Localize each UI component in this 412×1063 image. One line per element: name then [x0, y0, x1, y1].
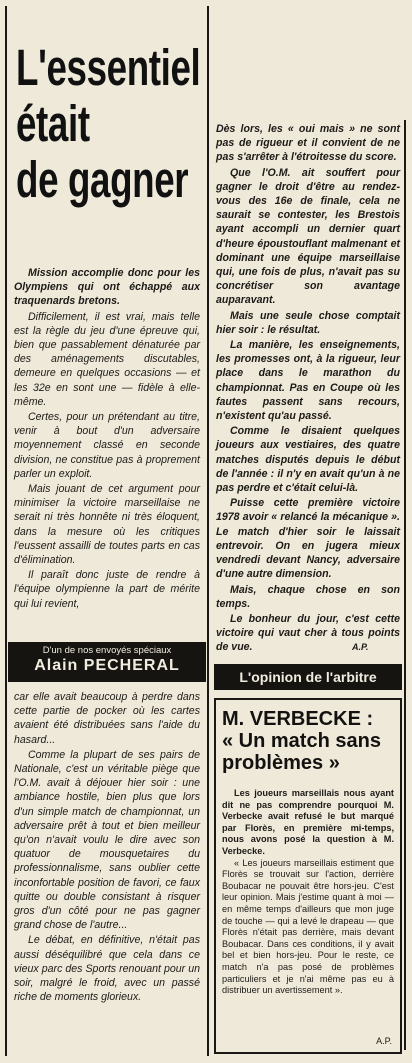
paragraph: « Les joueurs marseillais estiment que Florès se trouvait sur l'action, derrière Boubacar ne pouvait être hors-jeu. C'est leur opinion. Mais j'estime quant à moi — en même temps d'ailleurs que mon juge de touche — qui a levé le drapeau — que Florès n'était pas derrière, mais devant Boubacar. Dans ces conditions, il y avait bel et bien hors-jeu. Pour le reste, ce match n'a pas posé de problèmes particuliers et je n'ai même pas eu à distribuer un avertissement ».: [222, 857, 394, 996]
paragraph: Mais, chaque chose en son temps.: [216, 583, 400, 610]
article-column-1-continued: [14, 690, 200, 1058]
paragraph: Que l'O.M. ait souffert pour gagner le droit d'être au rendez-vous des 16e de finale, cela ne saurait se contester, les Brestois ayant accompli un dernier quart d'heure époustouflant malmenant et dominant une équipe marseillaise qui, une fois de plus, n'avait pas su concrétiser son avantage auparavant.: [216, 166, 400, 307]
sidebar-title-line-3: problèmes »: [222, 752, 340, 774]
headline-line-1: L'essentiel: [16, 39, 201, 96]
column-rule-middle: [207, 6, 209, 1056]
headline-line-3: de gagner: [16, 151, 189, 208]
paragraph: Puisse cette première victoire 1978 avoir « relancé la mécanique ». Le match d'hier soir le laissait entrevoir. On en jugera mieux vendredi devant Nancy, adversaire d'une autre dimension.: [216, 497, 400, 581]
sidebar-title-line-2: « Un match sans: [222, 730, 381, 752]
sidebar-signature: A.P.: [376, 1036, 392, 1046]
byline-box: [8, 642, 206, 682]
paragraph: Les joueurs marseillais nous ayant dit ne pas comprendre pourquoi M. Verbecke avait refusé le but marqué par Florès, en première mi-temps, nous avons posé la question à M. Verbecke.: [222, 788, 394, 856]
paragraph: Mais jouant de cet argument pour minimiser la victoire marseillaise ne serait ni très honnête ni très éloquent, dans la mesure où les critiques l'eussent assailli de toutes parts en cas d'élimination.: [14, 483, 200, 567]
banner-label: L'opinion de l'arbitre: [239, 669, 377, 685]
sidebar-body: [222, 788, 394, 1028]
paragraph: Le débat, en définitive, n'était pas aussi déséquilibré que cela dans ce vieux parc des Sports renouant pour un soir, malgré le froid, avec un passé riche de moments glorieux.: [14, 934, 200, 1004]
paragraph: Difficilement, il est vrai, mais telle est la règle du jeu d'une épreuve qui, bien que passablement dénaturée par des aménagements discutables, demeure en quelques occasions — et les 32e en sont une — fidèle à elle-même.: [14, 310, 200, 408]
paragraph: Il paraît donc juste de rendre à l'équipe olympienne la part de mérite qui lui revient,: [14, 569, 200, 610]
referee-opinion-banner: [214, 664, 402, 690]
paragraph: car elle avait beaucoup à perdre dans cette partie de pocker où les cartes avaient été distribuées sans l'aide du hasard...: [14, 691, 200, 746]
paragraph: La manière, les enseignements, les promesses ont, à la rigueur, leur place dans le marathon du championnat. Pas en Coupe où les fautes passent sans recours, n'existent qu'au passé.: [216, 339, 400, 423]
sidebar-title: [222, 708, 396, 774]
headline-line-2: était: [16, 95, 90, 152]
paragraph: Certes, pour un prétendant au titre, venir à bout d'un adversaire moyennement classé en seconde division, ne constitue pas à proprement parler un exploit.: [14, 411, 200, 480]
article-signature: A.P.: [352, 642, 369, 652]
paragraph: Le bonheur du jour, c'est cette victoire qui vaut cher à tous points de vue.: [216, 612, 400, 654]
headline-block: [16, 40, 204, 250]
referee-sidebar-box: [214, 698, 402, 1054]
paragraph: Mais une seule chose comptait hier soir : le résultat.: [216, 309, 400, 336]
article-column-1: [14, 266, 200, 636]
headline: [16, 39, 201, 208]
column-rule-left: [5, 6, 7, 1056]
byline-author: Alain PECHERAL: [34, 657, 180, 674]
paragraph: Dès lors, les « oui mais » ne sont pas de rigueur et il convient de ne pas s'arrêter à l'étroitesse du score.: [216, 123, 400, 164]
paragraph: Mission accomplie donc pour les Olympiens qui ont échappé aux traquenards bretons.: [14, 267, 200, 308]
column-rule-right: [404, 120, 406, 1050]
sidebar-title-line-1: M. VERBECKE :: [222, 708, 374, 730]
paragraph: Comme le disaient quelques joueurs aux vestiaires, des quatre matches disputés depuis le début de l'année : il n'y en avait qu'un à ne pas perdre et c'était celui-là.: [216, 425, 400, 495]
paragraph: Comme la plupart de ses pairs de Nationale, c'est un véritable piège que l'O.M. avait à déjouer hier soir : une ambiance hostile, bien plus que lors d'un simple match de championnat, un adversaire prêt à tout et bien meilleur qu'on n'avait voulu le dire avec son quatuor de mousquetaires du professionnalisme, sans oublier cette inconfortable position de favori, ce faux quitte ou double consistant à risquer gros d'un côté pour ne pas gagner grand chose de l'autre...: [14, 748, 200, 932]
byline-prefix: D'un de nos envoyés spéciaux: [42, 645, 172, 656]
